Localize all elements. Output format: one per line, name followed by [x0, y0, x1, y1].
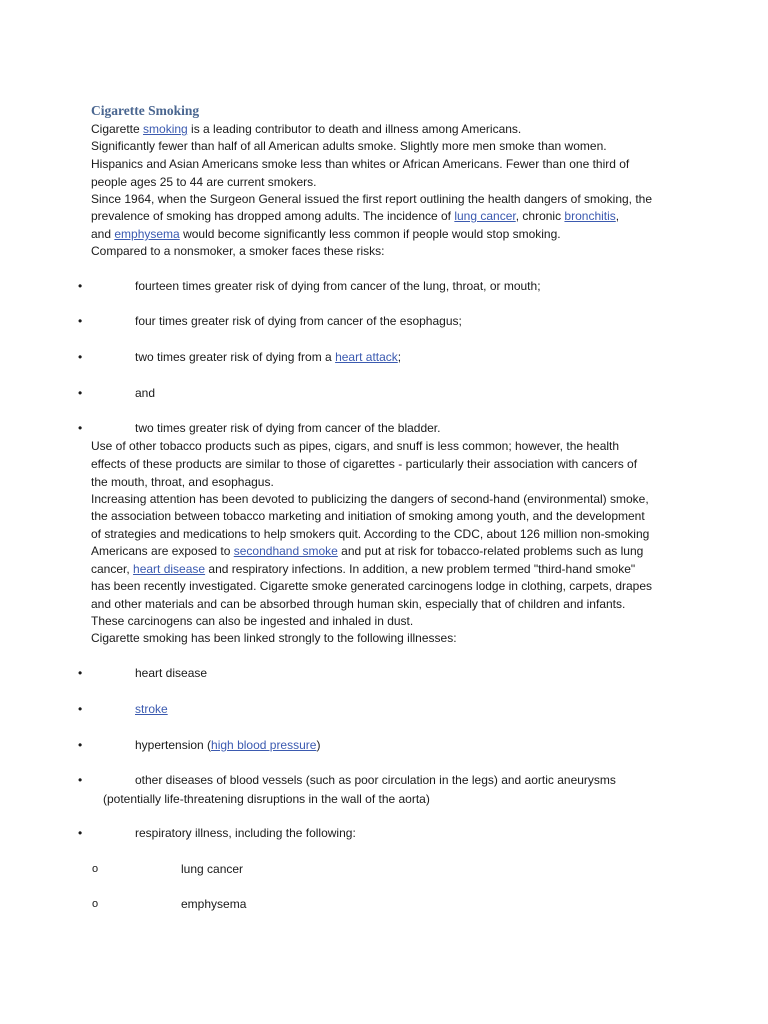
intro-line-5: Since 1964, when the Surgeon General issued the first report outlining the health dangers of smoking, the: [91, 192, 653, 206]
illness-item-4: other diseases of blood vessels (such as poor circulation in the legs) and aortic aneurysms: [135, 773, 616, 787]
high-blood-pressure-link[interactable]: high blood pressure: [211, 738, 317, 752]
bullet-glyph: •: [78, 350, 83, 364]
body-text: and put at risk for tobacco-related problems such as lung: [337, 544, 644, 558]
body-line-11: These carcinogens can also be ingested and inhaled in dust.: [91, 614, 414, 628]
illness-item-2: [135, 701, 168, 718]
section-title: Cigarette Smoking: [91, 103, 200, 118]
intro-text: would become significantly less common if people would stop smoking.: [179, 227, 561, 241]
body-line-8: [91, 561, 635, 578]
body-text: and respiratory infections. In addition, a new problem termed "third-hand smoke": [205, 562, 636, 576]
intro-line-8: Compared to a nonsmoker, a smoker faces these risks:: [91, 244, 385, 258]
intro-text: , chronic: [515, 209, 565, 223]
lung-cancer-link[interactable]: lung cancer: [454, 209, 516, 223]
bullet-glyph: •: [78, 826, 83, 840]
body-line-1: Use of other tobacco products such as pipes, cigars, and snuff is less common; however, the health: [91, 439, 620, 453]
intro-text: ,: [615, 209, 620, 223]
heart-disease-link[interactable]: heart disease: [133, 562, 206, 576]
body-line-3: the mouth, throat, and esophagus.: [91, 475, 274, 489]
stroke-link[interactable]: stroke: [135, 702, 168, 716]
illness-item-1: heart disease: [135, 666, 208, 680]
bullet-glyph: •: [78, 773, 83, 787]
bullet-glyph: •: [78, 386, 83, 400]
intro-line-3: Hispanics and Asian Americans smoke less than whites or African Americans. Fewer than one third of: [91, 157, 630, 171]
sub-item-lung-cancer: lung cancer: [181, 862, 244, 876]
illness-text: hypertension (: [135, 738, 212, 752]
illness-item-5: respiratory illness, including the following:: [135, 826, 356, 840]
intro-line-6: [91, 208, 619, 225]
risk-text: two times greater risk of dying from a: [135, 350, 336, 364]
body-line-5: the association between tobacco marketing and initiation of smoking among youth, and the development: [91, 509, 645, 523]
risk-text: ;: [397, 350, 402, 364]
illness-item-3: [135, 737, 320, 754]
illness-text: ): [316, 738, 321, 752]
emphysema-link[interactable]: emphysema: [114, 227, 180, 241]
body-line-9: has been recently investigated. Cigarette smoke generated carcinogens lodge in clothing, carpets, drapes: [91, 579, 653, 593]
intro-text: and: [91, 227, 115, 241]
body-line-7: [91, 543, 643, 560]
intro-line-2: Significantly fewer than half of all American adults smoke. Slightly more men smoke than women.: [91, 139, 607, 153]
illness-item-4-continued: (potentially life-threatening disruptions in the wall of the aorta): [103, 792, 430, 806]
sub-item-emphysema: emphysema: [181, 897, 247, 911]
intro-line-7: [91, 226, 561, 243]
intro-text: Cigarette: [91, 122, 144, 136]
risk-item-2: four times greater risk of dying from cancer of the esophagus;: [135, 314, 462, 328]
intro-line-4: people ages 25 to 44 are current smokers.: [91, 175, 317, 189]
bronchitis-link[interactable]: bronchitis: [564, 209, 616, 223]
bullet-glyph: •: [78, 421, 83, 435]
intro-line-1: [91, 121, 521, 138]
body-line-6: of strategies and medications to help smokers quit. According to the CDC, about 126 million non-smoking: [91, 527, 650, 541]
risk-item-5: two times greater risk of dying from cancer of the bladder.: [135, 421, 441, 435]
body-line-10: and other materials and can be absorbed through human skin, especially that of children and infants.: [91, 597, 626, 611]
body-text: Americans are exposed to: [91, 544, 234, 558]
body-line-4: Increasing attention has been devoted to publicizing the dangers of second-hand (environmental) smoke,: [91, 492, 649, 506]
secondhand-smoke-link[interactable]: secondhand smoke: [233, 544, 338, 558]
bullet-glyph: •: [78, 738, 83, 752]
intro-text: prevalence of smoking has dropped among adults. The incidence of: [91, 209, 455, 223]
risk-item-3: [135, 349, 401, 366]
bullet-glyph: •: [78, 666, 83, 680]
risk-item-1: fourteen times greater risk of dying from cancer of the lung, throat, or mouth;: [135, 279, 541, 293]
sub-bullet-glyph: o: [92, 898, 99, 910]
smoking-link[interactable]: smoking: [143, 122, 188, 136]
body-line-12: Cigarette smoking has been linked strongly to the following illnesses:: [91, 631, 457, 645]
risk-item-4: and: [135, 386, 156, 400]
bullet-glyph: •: [78, 279, 83, 293]
body-line-2: effects of these products are similar to those of cigarettes - particularly their association with cancers of: [91, 457, 638, 471]
intro-text: is a leading contributor to death and illness among Americans.: [187, 122, 522, 136]
body-text: cancer,: [91, 562, 134, 576]
bullet-glyph: •: [78, 702, 83, 716]
sub-bullet-glyph: o: [92, 863, 99, 875]
heart-attack-link[interactable]: heart attack: [335, 350, 398, 364]
bullet-glyph: •: [78, 314, 83, 328]
